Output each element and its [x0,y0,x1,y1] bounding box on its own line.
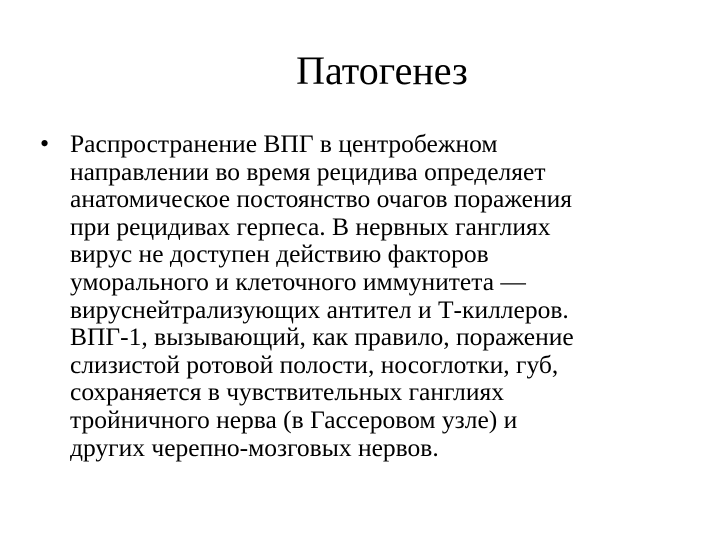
text-line: вируснейтрализующих антител и Т-киллеров. [70,294,569,324]
bullet-marker: • [40,129,50,158]
bullet-list [36,130,696,461]
text-line: слизистой ротовой полости, носоглотки, губ, [70,349,559,379]
text-line: направлении во время рецидива определяет [70,156,546,186]
text-line: уморального и клеточного иммунитета — [70,266,526,296]
bullet-item [36,130,696,461]
text-line: тройничного нерва (в Гассеровом узле) и [70,404,518,434]
text-line: вирус не доступен действию факторов [70,239,489,269]
text-line: ВПГ-1, вызывающий, как правило, поражение [70,322,574,352]
text-line: других черепно-мозговых нервов. [70,432,439,462]
slide-title: Патогенез [296,48,468,93]
text-line: Распространение ВПГ в центробежном [70,129,498,158]
text-line: анатомическое постоянство очагов поражения [70,184,572,214]
bullet-text [70,130,696,461]
text-line: при рецидивах герпеса. В нервных ганглиях [70,211,551,241]
text-line: сохраняется в чувствительных ганглиях [70,377,505,407]
